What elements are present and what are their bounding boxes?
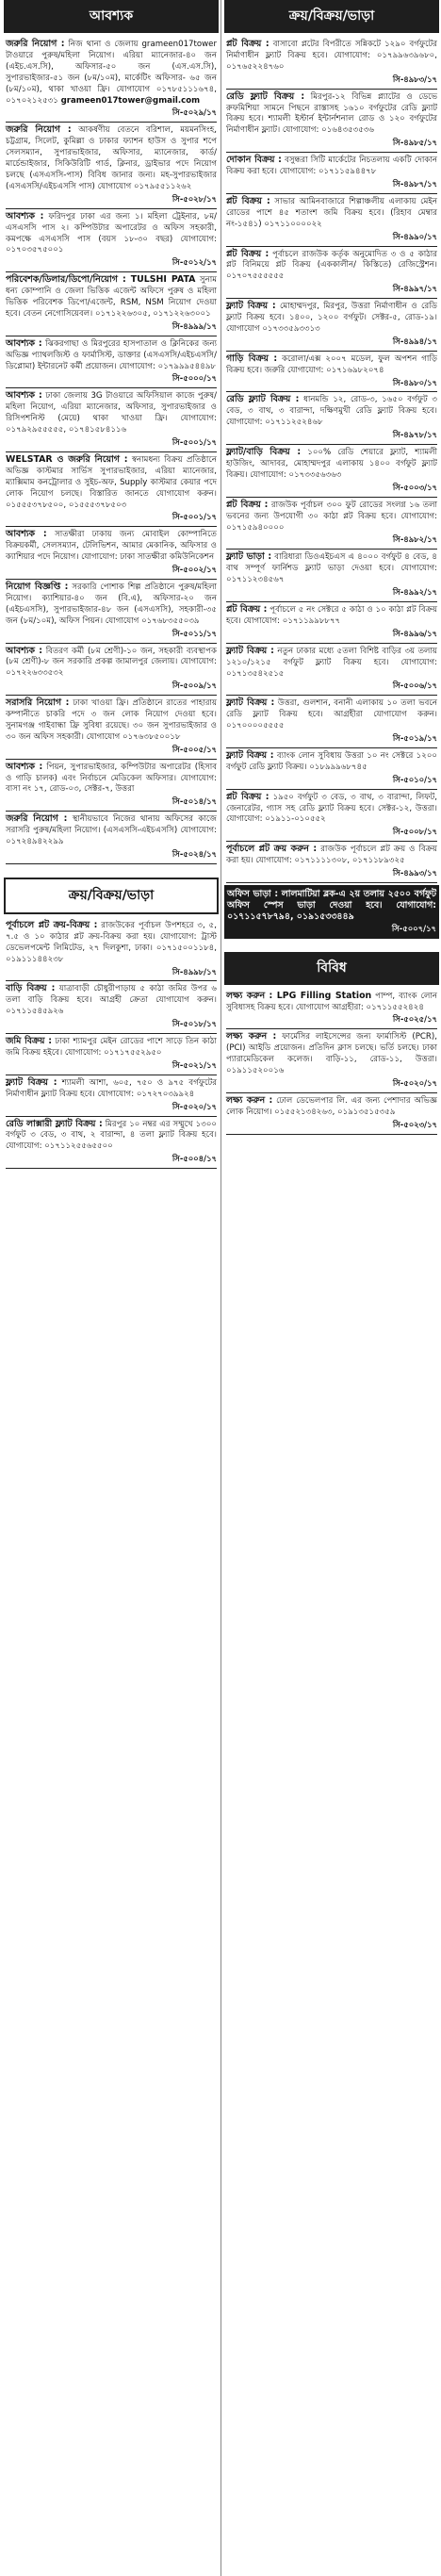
- ad-code: সি-৫০০১/১৭: [172, 437, 217, 447]
- ad-lead: সরাসরি নিয়োগ :: [6, 697, 70, 709]
- ad-lead: গাড়ি বিক্রয় :: [226, 353, 278, 364]
- ad-text: বাসাবো প্লটের বিপরীতে সন্নিকটে ১২৯০ বর্গফুটের নির্মাণাধীন ফ্ল্যাট বিক্রয় হবে। যোগাযোগ: ০১৭৯৯৬৩৯৬৮০, ০১৭৬৫২২৪৭৬০: [226, 40, 438, 72]
- classified-ad: [224, 392, 439, 445]
- ad-text: ঢাকা জেলায় 3G টাওয়ারে অফিসিয়াল কাজে পুরুষ/মহিলা নিয়োগ, এরিয়া ম্যানেজার, অফিসার, সুপারভাইজার ও রিসিপশনিস্ট (মেয়ে) থাকা খাওয়া ফ্রি। যোগাযোগ: ০১৭৯২৯৫৫৫৫৫, ০১৭৪১৫৮৪১১৬: [6, 391, 217, 435]
- ad-text: ফরিদপুর ঢাকা এর জন্য ১। মহিলা ট্রেইনার, ৮ম/এসএসসি পাস ২। কম্পিউটার অপারেটর ও অফিস সহকারী, কমপক্ষে এসএসসি পাস (বয়স ১৮-৩০ বছর) যোগাযোগ: ০১৭০৩৫৭৫০০১: [6, 211, 217, 255]
- classified-ad: [224, 696, 439, 748]
- classified-ad: [224, 445, 439, 498]
- ad-code: সি-৫০০৪/১৭: [172, 1154, 217, 1164]
- ad-lead: লক্ষ্য করুন :: [226, 1094, 273, 1106]
- section-header-buy-sell-right: ক্রয়/বিক্রয়/ভাড়া: [224, 0, 439, 33]
- classified-ad: [4, 272, 219, 336]
- ad-text: সুনাম ধন্য কোম্পানি ও জেলা ভিত্তিক এজেন্ট অফিসে পুরুষ ও মহিলা ভিত্তিক পরিবেশক ডিপো/এজেন্ট, RSM, NSM নিয়োগ দেওয়া হবে। বেতন নেগোসিয়েবল। ০১৭১২২৬৩০৫, ০১৭১২২৬৩০০১: [6, 275, 217, 319]
- ad-code: সি-৪৯৯২/১৭: [392, 587, 437, 598]
- classified-ad: [4, 644, 219, 697]
- ad-code: সি-৪৯৯৯/১৭: [172, 320, 217, 331]
- ad-lead: আবশ্যক :: [6, 337, 42, 349]
- section-header-wanted: আবশ্যক: [4, 0, 219, 33]
- classified-ad: [224, 247, 439, 300]
- classified-ad: [4, 527, 219, 580]
- ad-text: মোহাম্মদপুর, মিরপুর, উত্তরা নির্মাণাধীন ও রেডি ফ্ল্যাট বিক্রয় হবে। ১৪০০, ১২০০ বর্গফুট। সেক্টর-৫, রোড-১৯। যোগাযোগ ০১৭৩৩৫৯৩৩১৩: [226, 302, 437, 334]
- ad-lead: জরুরি নিয়োগ :: [6, 39, 65, 49]
- ad-lead: আবশ্যক :: [6, 645, 42, 656]
- office-rent-text: অফিস ভাড়া : লালমাটিয়া ব্লক-এ ২য় তলায় ২৫০০ বর্গফুট অফিস স্পেস ভাড়া দেওয়া হবে। যোগাযোগ: ০১৭১১৫৭৮৭৯৪, ০১৯১৫৩৩৪৪৯: [227, 889, 436, 922]
- ad-text: মিরপুর ১০ নম্বর এর সম্মুখে ১৩০০ বর্গফুট ৩ বেড, ৩ বাথ, ২ বারান্দা, ৪ তলা ফ্ল্যাট বিক্রয় হবে। যোগাযোগ: ০১৭১১২৫৫৬৫৫০০: [6, 1119, 217, 1152]
- ad-lead: প্লট বিক্রয় :: [226, 39, 270, 49]
- ad-lead: জরুরি নিয়োগ :: [6, 124, 72, 136]
- ad-code: সি-৫০২০/১৭: [392, 1077, 437, 1088]
- ad-lead: আবশ্যক :: [6, 529, 47, 540]
- classified-ad: [224, 352, 439, 393]
- ad-text: ঢোল ডেভেলপার লি. এর জন্য পেশাদার অভিজ্ঞ লোক নিয়োগ। ০১৫৫২১৩৪২৬৩, ০১৯১৩৫১৫৩৫৯: [226, 1095, 437, 1117]
- ad-text: উত্তরা, গুলশান, বনানী এলাকায় ১০ তলা ভবনে রেডি ফ্ল্যাট বিক্রয় হবে। আগ্রহীরা যোগাযোগ করুন। ০১৭০০০০৫৫৫৫: [226, 698, 437, 731]
- ad-code: সি-৫০১৯/১৭: [392, 733, 437, 744]
- right-column: [224, 0, 439, 2576]
- classified-ad: [224, 1029, 439, 1093]
- ad-text: নতুন ঢাকার মধ্যে ৫তলা বিশিষ্ট বাড়ির ৩য় তলায় ১২১০/১২১৫ বর্গফুট ফ্ল্যাট বিক্রয় হবে। যোগাযোগ: ০১৭১৩৫৪২৫১৫: [226, 646, 437, 679]
- ad-lead: রেডি লাক্সারী ফ্ল্যাট বিক্রয় :: [6, 1118, 103, 1129]
- ad-lead: ফ্ল্যাট বিক্রয় :: [6, 1076, 57, 1088]
- ad-lead: WELSTAR ও জরুরি নিয়োগ :: [6, 453, 128, 465]
- ad-code: সি-৪৯৯০/১৭: [392, 231, 437, 241]
- ad-email[interactable]: grameen017tower@gmail.com: [60, 95, 201, 106]
- classified-ad: [224, 842, 439, 883]
- ad-code: সি-৪৯৯৮/১৭: [172, 966, 217, 976]
- ad-lead: প্লট বিক্রয় :: [226, 499, 269, 510]
- ad-lead: প্লট বিক্রয় :: [226, 248, 270, 259]
- ad-lead: পূর্বাচলে প্লট ক্রয় করুন :: [226, 844, 318, 855]
- ad-lead: ফ্ল্যাট বিক্রয় :: [226, 697, 275, 709]
- ad-text: সরকারি পোশাক শিল্প প্রতিষ্ঠানে পুরুষ/মহিলা নিয়োগ। ক্যাশিয়ার-৪০ জন (বি.এ), অফিসার-২০ জন (এইচএসসি), সুপারভাইজার-৪৮ জন (এসএসসি), সহকারী-৩৫ জন (৮ম/১০ম), অফিস পিয়ন। যোগাযোগ ০১৭৬৮৩৫৫০৩৯: [6, 582, 218, 626]
- ad-lead: জরুরি নিয়োগ :: [6, 813, 68, 825]
- ad-code: সি-৪৯৯৩/১৭: [392, 868, 437, 878]
- classified-ad: [4, 1075, 219, 1117]
- ad-code: সি-৪৯৮৩/১৭: [392, 74, 437, 84]
- left-column: [4, 0, 219, 2576]
- ad-code: সি-৫০২০/১৭: [172, 1101, 217, 1111]
- ad-code: সি-৫০২৮/১৭: [172, 193, 217, 204]
- ad-code: সি-৫০০৫/১৭: [172, 744, 217, 754]
- ad-lead: বাড়ি বিক্রয় :: [6, 983, 56, 994]
- classified-ad: [4, 760, 219, 812]
- ad-code: সি-৪৯৮০/১৭: [392, 377, 437, 387]
- ad-code: সি-৫০০৩/১৭: [392, 482, 437, 492]
- classified-ad: [4, 37, 219, 123]
- wanted-ads-list: [4, 37, 219, 864]
- ad-code: সি-৪৯৭৮/১৭: [392, 430, 437, 440]
- classified-ad: [4, 388, 219, 452]
- ad-lead: পূর্বাচলে প্লট ক্রয়-বিক্রয় :: [6, 919, 98, 930]
- ad-text: ১০০% রেডি শেয়ারে ফ্ল্যাট, শ্যামলী হাউজিং, আদাবর, মোহাম্মদপুর এলাকায় ১৪০০ বর্গফুট ফ্ল্যাট বিক্রয়। যোগাযোগ: ০১৭৩৩৫৬৩৬৩: [226, 448, 438, 480]
- ad-code: সি-৫০২১/১৭: [172, 1059, 217, 1070]
- ad-lead: ফ্ল্যাট/বাড়ি বিক্রয় :: [226, 447, 302, 458]
- ad-code: সি-৪৯৮২/১৭: [392, 534, 437, 545]
- classified-ad: [224, 299, 439, 352]
- ad-lead: প্লট বিক্রয় :: [226, 603, 268, 615]
- classified-ad: [4, 696, 219, 760]
- ad-text: ১৯৫০ বর্গফুট ৩ বেড, ৩ বাথ, ৩ বারান্দা, লিফট, জেনারেটর, গ্যাস সহ রেডি ফ্ল্যাট বিক্রয় হবে। সেক্টর-১২, উত্তরা। যোগাযোগ: ০১৯১১-০১০৫৫২: [226, 792, 437, 825]
- column-divider: [220, 0, 221, 2576]
- classified-ad: [4, 580, 219, 644]
- ad-code: সি-৫০১১/১৭: [172, 628, 217, 638]
- ad-text: সাতক্ষীরা ঢাকায় জন্য মোবাইল কোম্পানিতে বিক্রয়কর্মী, সেলসম্যান, টেলিভিশন, আমার মেকানিক, অফিসার ও ক্যাশিয়ার পদে নিয়োগ। যোগাযোগ: ঢাকা সাতক্ষীরা কমিউনিকেশন: [6, 530, 217, 563]
- ad-code: সি-৪৯৮৭/১৭: [392, 178, 437, 189]
- ad-text: ধানমন্ডি ১২, রোড-৩, ১৬৫০ বর্গফুট ৩ বেড, ৩ বাথ, ৩ বারান্দা, দক্ষিণমুখী রেডি ফ্ল্যাট বিক্রয় হবে। যোগাযোগ: ০১৭১১২৫২৪৬৮: [226, 395, 437, 428]
- ad-code: সি-৫০০৯/১৭: [172, 681, 217, 691]
- ad-lead: দোকান বিক্রয় :: [226, 155, 282, 166]
- ad-text: পূর্বাচলে রাজউক কর্তৃক অনুমোদিত ৩ ও ৫ কাঠার প্লট বিনিময়ে প্লট বিক্রয় (এককালীন/ কিস্তিতে) রেজিস্ট্রেশন। ০১৭০৭৫৫৫৫৫৫: [226, 249, 438, 282]
- classified-ad: [224, 644, 439, 697]
- classified-ad: [224, 90, 439, 154]
- classified-ad: [4, 1034, 219, 1075]
- ad-text: রাজউকের পূর্বাচল উপশহরে ৩, ৫, ৭.৫ ও ১০ কাঠার প্লট ক্রয়-বিক্রয় করা হয়। যোগাযোগ: ট্রাস্ট ডেভেলপমেন্ট লিমিটেড, ২৭ দিলকুশা, ঢাকা। ০১৭১৫০০১১৮৪, ০১৯১১১৪৪২৩৮: [6, 920, 217, 964]
- classified-ad: [224, 194, 439, 247]
- ad-code: সি-৪৯৯৬/১৭: [392, 628, 437, 638]
- ad-text: পাম্প, ব্যাংক লোন সুবিধাসহ বিক্রয় হবে। যোগাযোগ আগ্রহীরা: ০১৭১১৫৫২৪২৪: [226, 991, 437, 1012]
- ad-code: সি-৫০২৯/১৭: [172, 107, 217, 118]
- ad-text: পিয়ন, সুপারভাইজার, কম্পিউটার অপারেটর (হিসাব ও গাড়ি চালক) এবং নির্বাচনে মেডিকেল অফিসার। যোগাযোগ: বাসা নং ১৭, রোড-০৩, সেক্টর-৭, উত্তরা: [6, 762, 217, 795]
- ad-text: পূর্বাচলে ৫ নং সেক্টরে ৫ কাঠা ও ১০ কাঠা প্লট বিক্রয় হবে। যোগাযোগ: ০১৭১১৯৯৮৮৭৭: [226, 604, 438, 626]
- classified-ad: [4, 336, 219, 389]
- ad-code: সি-৫০১৮/১৭: [172, 1019, 217, 1029]
- classified-ad: [4, 918, 219, 982]
- office-rent-ad: [224, 885, 439, 939]
- ad-text: বসুন্ধরা সিটি মার্কেটের নিচতলায় একটি দোকান বিক্রয় করা হবে। যোগাযোগ: ০১৭১১৫৯৪৪৭৮: [226, 156, 437, 177]
- ad-separator: [226, 882, 437, 883]
- classified-ad: [4, 452, 219, 527]
- ad-lead: প্লট বিক্রয় :: [226, 195, 270, 206]
- ad-text: আকর্ষণীয় বেতনে বরিশাল, ময়মনসিংহ, চট্টগ্রাম, সিলেট, কুমিল্লা ও ঢাকার ফ্যাশন হাউস ও সুপার শপে সেলসম্যান, সুপারভাইজার, অফিসার, ম্যানেজার, কার্ড/মার্চেন্ডাইজার, সিকিউরিটি গার্ড, ক্লিনার, ড্রাইভার পদে নিয়োগ চলছে (এসএসসি-পাস) বিবিধ জানার জন্য। মহ-সুপারভাইজার (এসএসসি/এইচএসসি পাস) যোগাযোগ ০১৭৯৫৫১১২৬২: [6, 125, 218, 191]
- ad-lead: লক্ষ্য করুন :: [226, 1031, 277, 1042]
- ad-code: সি-৫০০০/১৭: [172, 373, 217, 384]
- ad-text: বিতরণ কর্মী (৮ম শ্রেণী)-১০ জন, সহকারী ব্যবস্থাপক (৮ম শ্রেণী)-৮ জন সরকারি প্রকল্প জামালপুর জেলায়। যোগাযোগ: ০১৭২২৬৩৩৫৩২: [6, 646, 218, 679]
- ad-code: সি-৫০০২/১৭: [172, 565, 217, 575]
- classified-ad: [224, 989, 439, 1030]
- classified-ad: [224, 498, 439, 550]
- classified-ad: [4, 1117, 219, 1170]
- ad-text: করোলা/এক্স ২০০৭ মডেল, ফুল অপশন গাড়ি বিক্রয় হবে। জরুরি যোগাযোগ: ০১৭১৬৯৮২০৭৪: [226, 353, 437, 375]
- classified-ad: [224, 1093, 439, 1135]
- ad-text: রাজউক পূর্বাচল ৩০০ ফুট রোডের সংলগ্ন ১৬ তলা ভবনের জন্য উপযোগী ৩০ কাঠা প্লট বিক্রয় হবে। যোগাযোগ: ০১৭১৫৯৪০০০০: [226, 500, 438, 533]
- ad-text: ঝিকরগাছা ও মিরপুরের হাসপাতাল ও ক্লিনিকের জন্য অভিজ্ঞ প্যাথলজিস্ট ও ফার্মাসিস্ট, ডাক্তার (এসএসসি/এইচএসসি/ডিপ্লোমা) ইন্টারনেট কর্মী প্রয়োজন। যোগাযোগ: ০১৭৯৯৯৫৪৪৯৮: [6, 338, 217, 371]
- ad-lead: আবশ্যক :: [6, 210, 44, 222]
- ad-text: ফার্মেসির লাইসেন্সের জন্য ফার্মাসিস্ট (PCR), (PCI) আইডি প্রয়োজন। প্রতিদিন ক্লাস চলছে। ভর্তি চলছে। ঢাকা প্যারামেডিকেল কলেজ। বাড়ি-১১, রোড-১১, উত্তরা। ০১৯১১৫২০০১৬: [226, 1032, 437, 1076]
- ad-text: ঢাকা খাওয়া ফ্রি। প্রতিষ্ঠানে রাতের পাহারায় কম্পানীতে চাকরি পদে ৩ জন লোক নিয়োগ দেওয়া হবে। সুনামগঞ্জ গাইবান্ধা ফ্রি সুবিধা রয়েছে। ৩০ জন সুপারভাইজার ও ৩০ জন অফিস সহকারী। যোগাযোগ ০১৭৬৩৮৫০০১৮: [6, 698, 218, 742]
- ad-code: সি-৫০০৬/১৭: [392, 681, 437, 691]
- classified-ad: [4, 209, 219, 273]
- ad-lead: ফ্ল্যাট বিক্রয় :: [226, 301, 276, 312]
- classified-ad: [224, 153, 439, 194]
- classified-ad: [224, 602, 439, 644]
- ad-separator: [6, 863, 217, 864]
- ad-lead: জমি বিক্রয় :: [6, 1036, 52, 1047]
- ad-separator: [6, 1168, 217, 1169]
- ad-code: সি-৪৯৯৭/১৭: [392, 284, 437, 294]
- ad-lead: আবশ্যক :: [6, 390, 42, 402]
- ad-code: সি-৪৯৮৫/১৭: [392, 138, 437, 148]
- ad-lead: রেডি ফ্ল্যাট বিক্রয় :: [226, 394, 300, 405]
- ad-lead: প্লট বিক্রয় :: [226, 791, 270, 802]
- ad-code: সি-৫০১৪/১৭: [172, 796, 217, 807]
- ad-text: স্বনামধন্য বিক্রয় প্রতিষ্ঠানে অভিজ্ঞ কাস্টমার সার্ভিস সুপারভাইজার, এরিয়া ম্যানেজার, ম্যাক্সিমাম কনট্রোলার ও সুইচ-অফ, Supply কাস্টমার কেয়ার পদে লোক নিয়োগ চলছে। বিস্তারিত জানতে যোগাযোগ করুন। ০১৫৫৫৩৭৮৫০০, ০১৫৫৫৩৭৮৫০৩: [6, 454, 218, 510]
- ad-code: সি-৫০০৭/১৭: [391, 923, 436, 933]
- ad-code: সি-৫০২৫/১৭: [392, 1014, 437, 1025]
- ad-code: সি-৫০২৪/১৭: [172, 849, 217, 859]
- buy-sell-ads-list-left: [4, 918, 219, 1169]
- ad-lead: ফ্ল্যাট বিক্রয় :: [226, 749, 274, 761]
- ad-separator: [226, 1134, 437, 1135]
- ad-text: যাত্রাবাড়ী চৌধুরীপাড়ায় ৫ কাঠা জমির উপর ৬ তলা বাড়ি বিক্রয় হবে। আগ্রহী ক্রেতা যোগাযোগ করুন। ০১৭১১৫৪৫৯২৬: [6, 984, 218, 1017]
- ad-text: ব্যাংক লোন সুবিধায় উত্তরা ১০ নং সেক্টরে ১২০০ বর্গফুট রেডি ফ্ল্যাট বিক্রয়। ০১৮৯৯৯৬৮৭৪৫: [226, 750, 437, 772]
- ad-text: রাজউক পূর্বাচলে প্লট ক্রয় ও বিক্রয় করা হয়। যোগাযোগ: ০১৭১১১১৩০৮, ০১৭১১৮৯৩২৫: [226, 845, 437, 866]
- ad-lead: ফ্ল্যাট বিক্রয় :: [226, 645, 274, 656]
- classified-ad: [224, 790, 439, 843]
- buy-sell-ads-list-right: [224, 37, 439, 883]
- ad-code: সি-৪৯৯৪/১৭: [392, 336, 437, 346]
- ad-lead: নিয়োগ বিজ্ঞপ্তি :: [6, 581, 69, 592]
- misc-ads-list: [224, 989, 439, 1135]
- ad-lead: পরিবেশক/ডিলার/ডিপো/নিয়োগ : TULSHI PATA: [6, 274, 196, 286]
- ad-text: বারিধারা ডিওএইচএস এ ৪০০০ বর্গফুট ৪ বেড, ৪ বাথ সম্পূর্ণ ফার্নিশড ফ্ল্যাট ভাড়া দেওয়া হবে। যোগাযোগ: ০১৭১১২৩৪৫৬৭: [226, 552, 437, 585]
- ad-text: মিরপুর-১২ বিভিন্ন প্ল্যাটের ও ডেভে রুফমিশিয়া সামনে পিছনে রাস্তাসহ ১৬১০ বর্গফুটের রেডি ফ্ল্যাট বিক্রয় হবে। শ্যামলী ইস্টার্ন ইন্টার্নশনাল রোড ও ১২০ বর্গফুটের নির্মাণাধীন ফ্ল্যাট। যোগাযোগ: ০১৬৪৩৫৩৫৩৬: [226, 91, 438, 136]
- ad-lead: লক্ষ্য করুন : LPG Filling Station: [226, 990, 372, 1001]
- ad-code: সি-৫০১২/১৭: [172, 257, 217, 268]
- classified-ad: [224, 748, 439, 790]
- classified-ad: [4, 812, 219, 864]
- ad-lead: আবশ্যক :: [6, 761, 43, 772]
- ad-text: সাভার আমিনবাজারে শিল্পাঞ্চলীয় এলাকায় মেইন রোডের পাশে ৪৫ শতাংশ জমি বিক্রয় হবে। (রিহাব মেম্বার নং-১৫৪১) ০১৭১১০০০০২২: [226, 196, 437, 229]
- classified-ad: [224, 550, 439, 602]
- section-header-misc: বিবিধ: [224, 952, 439, 985]
- classified-ad: [224, 37, 439, 90]
- ad-text: স্থানীয়ভাবে নিজের থানায় অফিসের কাজে সরাসরি পুরুষ/মহিলা নিয়োগ। (এসএসসি-এইচএসসি) যোগাযোগ: ০১৭২৪৯৪২২৯৯: [6, 814, 217, 847]
- section-header-buy-sell-left: ক্রয়/বিক্রয়/ভাড়া: [4, 878, 219, 914]
- ad-text: ঢাকা শ্যামপুর মেইন রোডের পাশে সাড়ে তিন কাঠা জমি বিক্রয় হইবে। যোগাযোগ: ০১৭১৭৫৫২৯৫০: [6, 1037, 217, 1058]
- classified-ad: [4, 981, 219, 1034]
- ad-lead: ফ্ল্যাট ভাড়া :: [226, 551, 272, 563]
- ad-code: সি-৫০০১/১৭: [172, 512, 217, 522]
- ad-text: নিজ থানা ও জেলায় grameen017tower টাওয়ারে পুরুষ/মহিলা নিয়োগ। এরিয়া ম্যানেজার-৪০ জন (এইচ.এস.সি), অফিসার-৫০ জন (এস.এস.সি), সুপারভাইজার-৫১ জন (৮ম/১০ম), মার্কেটিং অফিসার- ৬৫ জন (৮ম/১০ম), থাকা খাওয়া ফ্রি। যোগাযোগ ০১৭৮৫১১১৬৭৪, ০১৭০২১২৫৩১: [6, 40, 217, 106]
- ad-code: সি-৫০১০/১৭: [392, 774, 437, 784]
- classified-ad: [4, 123, 219, 208]
- ad-text: শ্যামলী আশা, ৬০৫, ৭৫০ ও ৯৭৫ বর্গফুটের নির্মাণাধীন ফ্ল্যাট বিক্রয় হবে। যোগাযোগ: ০১৭২৭০৩৯৯২৪: [6, 1077, 217, 1099]
- ad-code: সি-৫০০৮/১৭: [392, 827, 437, 837]
- ad-lead: রেডি ফ্ল্যাট বিক্রয় :: [226, 90, 305, 102]
- ad-code: সি-৫০২৩/১৭: [392, 1119, 437, 1129]
